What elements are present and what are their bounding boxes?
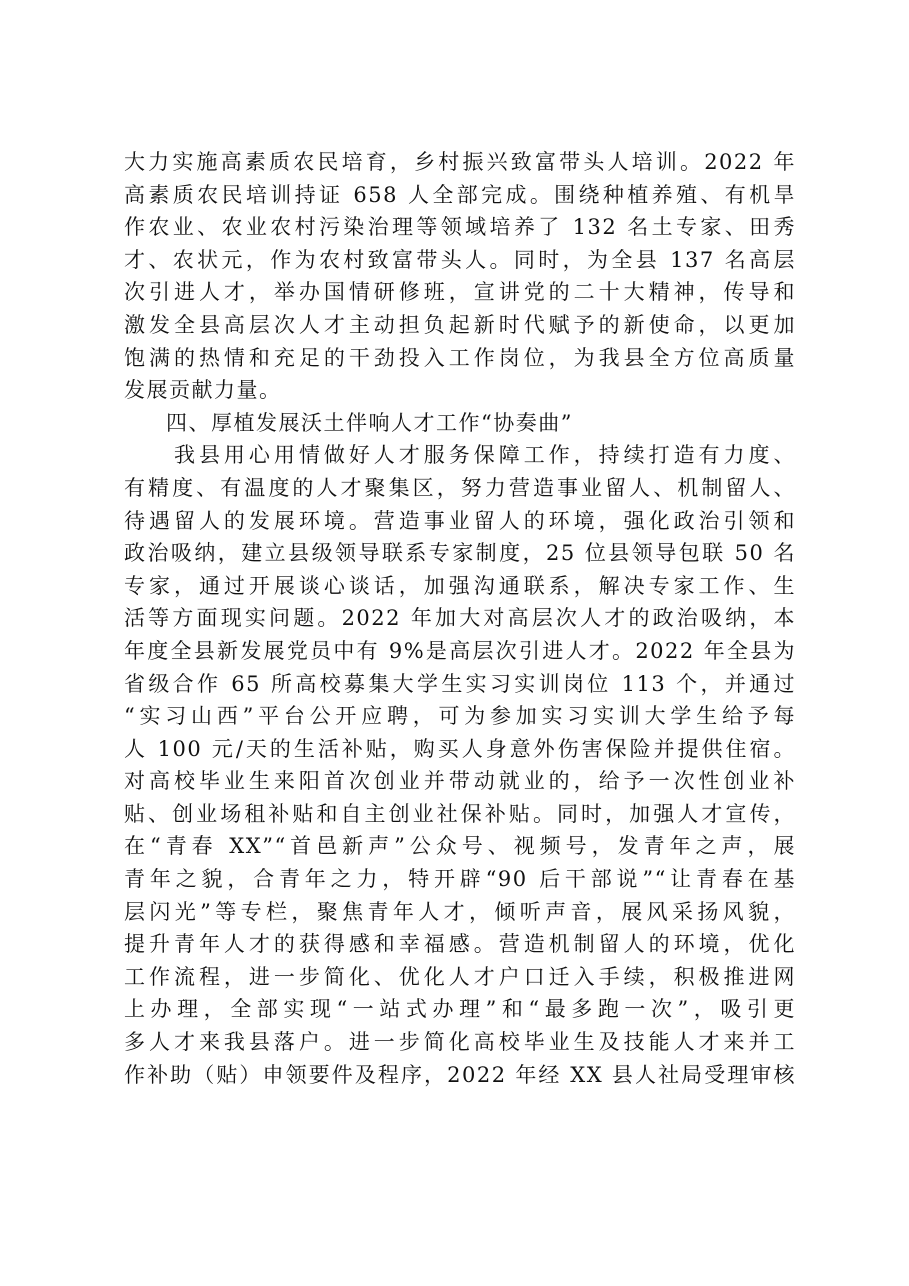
text-line: 待遇留人的发展环境。营造事业留人的环境，强化政治引领和 [124, 508, 796, 533]
text-line: “实习山西”平台公开应聘，可为参加实习实训大学生给予每 [124, 704, 796, 729]
text-line: 青年之貌，合青年之力，特开辟“90 后干部说”“让青春在基 [124, 867, 796, 892]
text-line: 层闪光”等专栏，聚焦青年人才，倾听声音，展风采扬风貌， [124, 899, 796, 924]
text-line: 贴、创业场租补贴和自主创业社保补贴。同时，加强人才宣传， [124, 801, 796, 826]
text-line: 年度全县新发展党员中有 9%是高层次引进人才。2022 年全县为 [124, 638, 796, 663]
text-line: 有精度、有温度的人才聚集区，努力营造事业留人、机制留人、 [124, 475, 796, 500]
section-heading: 四、厚植发展沃土伴响人才工作“协奏曲” [166, 410, 573, 435]
text-line: 专家，通过开展谈心谈话，加强沟通联系，解决专家工作、生 [124, 573, 796, 598]
text-line: 工作流程，进一步简化、优化人才户口迁入手续，积极推进网 [124, 964, 796, 989]
paragraph-rural-training [124, 146, 796, 407]
paragraph-talent-services [124, 439, 796, 1091]
text-line: 次引进人才，举办国情研修班，宣讲党的二十大精神，传导和 [124, 280, 796, 305]
text-line: 人 100 元/天的生活补贴，购买人身意外伤害保险并提供住宿。 [124, 736, 796, 761]
text-line: 发展贡献力量。 [124, 378, 282, 403]
text-line: 作补助（贴）申领要件及程序，2022 年经 XX 县人社局受理审核 [124, 1062, 796, 1087]
text-line: 政治吸纳，建立县级领导联系专家制度，25 位县领导包联 50 名 [124, 541, 796, 566]
text-line: 作农业、农业农村污染治理等领域培养了 132 名土专家、田秀 [124, 215, 796, 240]
text-line: 对高校毕业生来阳首次创业并带动就业的，给予一次性创业补 [124, 769, 796, 794]
text-line: 饱满的热情和充足的干劲投入工作岗位，为我县全方位高质量 [124, 345, 796, 370]
text-line: 活等方面现实问题。2022 年加大对高层次人才的政治吸纳，本 [124, 606, 796, 631]
text-line: 才、农状元，作为农村致富带头人。同时，为全县 137 名高层 [124, 247, 796, 272]
text-line: 省级合作 65 所高校募集大学生实习实训岗位 113 个，并通过 [124, 671, 796, 696]
text-line: 上办理，全部实现“一站式办理”和“最多跑一次”，吸引更 [124, 997, 796, 1022]
text-line: 大力实施高素质农民培育，乡村振兴致富带头人培训。2022 年 [124, 150, 796, 174]
text-line: 提升青年人才的获得感和幸福感。营造机制留人的环境，优化 [124, 932, 796, 957]
document-page [124, 146, 796, 1091]
text-line: 高素质农民培训持证 658 人全部完成。围绕种植养殖、有机旱 [124, 182, 796, 207]
text-line: 激发全县高层次人才主动担负起新时代赋予的新使命，以更加 [124, 312, 796, 337]
text-line: 在“青春 XX”“首邑新声”公众号、视频号，发青年之声，展 [124, 834, 796, 859]
text-line: 我县用心用情做好人才服务保障工作，持续打造有力度、 [124, 443, 796, 468]
text-line: 多人才来我县落户。进一步简化高校毕业生及技能人才来并工 [124, 1030, 796, 1055]
